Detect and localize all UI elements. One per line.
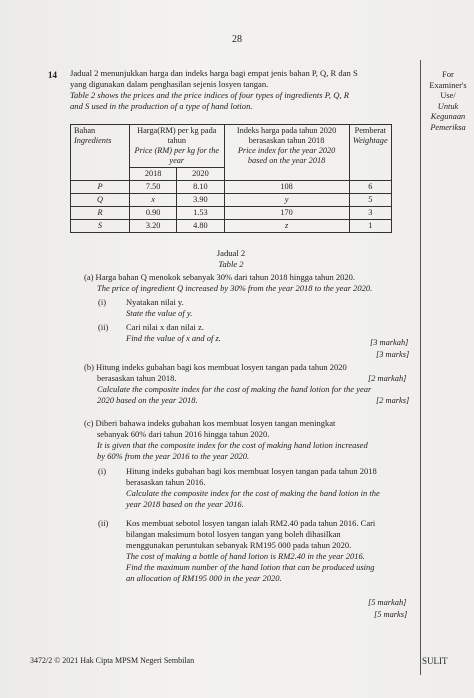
part-a-marks-ms: [3 markah]: [370, 338, 409, 347]
part-c-i-en-line: Calculate the composite index for the cost of making the hand lotion in the: [126, 488, 380, 498]
header-ms: Bahan: [74, 126, 96, 135]
table-row: [71, 220, 392, 233]
part-b-en-line: 2020 based on the year 2018.: [97, 395, 198, 405]
header-en: Price index for the year 2020 based on the year 2018: [237, 146, 336, 165]
examiner-use-note: [422, 70, 474, 133]
cell-price-2018: x: [130, 194, 177, 207]
cell-ingredient: S: [71, 220, 130, 233]
table-row: [71, 194, 392, 207]
part-a-ms: (a) Harga bahan Q menokok sebanyak 30% dari tahun 2018 hingga tahun 2020.: [84, 272, 356, 282]
part-a-en: The price of ingredient Q increased by 30% from the year 2018 to the year 2020.: [97, 283, 373, 293]
cell-ingredient: R: [71, 207, 130, 220]
part-c-en-line: It is given that the composite index for the cost of making hand lotion increased: [97, 440, 368, 450]
cell-price-2020: 3.90: [177, 194, 224, 207]
cell-ingredient: P: [71, 181, 130, 194]
table-row: [71, 207, 392, 220]
part-c-i-label: (i): [98, 466, 107, 476]
part-c-ii-en-line: an allocation of RM195 000 in the year 2020.: [126, 573, 282, 583]
header-en: Price (RM) per kg for the year: [134, 146, 220, 165]
header-price: [130, 125, 225, 168]
cell-price-2018: 0.90: [130, 207, 177, 220]
part-a-i: [126, 297, 192, 319]
header-en: Ingredients: [74, 136, 112, 145]
question-number: 14: [48, 70, 57, 80]
table-caption-ms: Jadual 2: [216, 248, 246, 258]
cell-index: 170: [224, 207, 349, 220]
margin-line: Kegunaan: [430, 112, 466, 121]
examiner-margin-rule: [420, 60, 421, 675]
intro-en-line: Table 2 shows the prices and the price indices of four types of ingredients P, Q, R: [70, 90, 349, 100]
cell-weightage: 1: [349, 220, 391, 233]
part-c-i-ms-line: Hitung indeks gubahan bagi kos membuat losyen tangan pada tahun 2018: [126, 466, 377, 476]
part-c-en-line: by 60% from the year 2016 to the year 2020.: [97, 451, 250, 461]
cell-price-2018: 7.50: [130, 181, 177, 194]
margin-line: Untuk: [437, 101, 459, 111]
footer-copyright: 3472/2 © 2021 Hak Cipta MPSM Negeri Sembilan: [30, 656, 195, 665]
part-b-ms-line: (b) Hitung indeks gubahan bagi kos membuat losyen tangan pada tahun 2020: [84, 362, 347, 372]
part-c-i-en-line: year 2018 based on the year 2016.: [126, 499, 244, 509]
table-header-row: [71, 125, 392, 168]
part-a-ii-label: (ii): [98, 322, 109, 332]
part-a: [84, 272, 414, 294]
part-c-i-ms-line: berasaskan tahun 2016.: [126, 477, 206, 487]
cell-weightage: 3: [349, 207, 391, 220]
question-intro: [70, 68, 415, 112]
part-c-ii-ms-line: Kos membuat sebotol losyen tangan ialah RM2.40 pada tahun 2016. Cari: [126, 518, 376, 528]
part-c-ii-ms-line: bilangan maksimum botol losyen tangan yang boleh dihasilkan: [126, 529, 341, 539]
part-c: [84, 418, 418, 462]
part-c-ii: [126, 518, 418, 584]
cell-weightage: 5: [349, 194, 391, 207]
header-ms: Pemberat: [354, 126, 386, 135]
part-a-ii: [126, 322, 221, 344]
part-c-ii-en-line: Find the maximum number of the hand lotion that can be produced using: [126, 562, 375, 572]
table-2: [70, 124, 392, 233]
header-ms: Indeks harga pada tahun 2020 berasaskan tahun 2018: [236, 126, 337, 145]
year-2018: 2018: [130, 168, 177, 181]
cell-price-2020: 4.80: [177, 220, 224, 233]
part-c-ii-en-line: The cost of making a bottle of hand lotion is RM2.40 in the year 2016.: [126, 551, 365, 561]
header-ingredients: [71, 125, 130, 181]
header-weightage: [349, 125, 391, 181]
part-a-ii-ms: Cari nilai x dan nilai z.: [126, 322, 204, 332]
cell-price-2018: 3.20: [130, 220, 177, 233]
intro-ms-line: yang digunakan dalam penghasilan sejenis losyen tangan.: [70, 79, 269, 89]
part-c-ii-ms-line: menggunakan peruntukan sebanyak RM195 000 pada tahun 2020.: [126, 540, 352, 550]
part-c-marks-en: [5 marks]: [374, 610, 408, 619]
margin-line: Examiner's: [429, 80, 467, 90]
part-a-i-en: State the value of y.: [126, 308, 193, 318]
header-en: Weightage: [352, 136, 388, 145]
part-a-i-ms: Nyatakan nilai y.: [126, 297, 184, 307]
cell-price-2020: 1.53: [177, 207, 224, 220]
cell-index: z: [224, 220, 349, 233]
cell-index: y: [224, 194, 349, 207]
page-number: 28: [232, 34, 242, 45]
part-a-i-label: (i): [98, 297, 107, 307]
table-caption-en: Table 2: [218, 259, 244, 269]
footer-status: SULIT: [422, 656, 448, 666]
margin-line: Use/: [440, 91, 456, 100]
part-b-en-line: Calculate the composite index for the cost of making the hand lotion for the year: [97, 384, 372, 394]
part-a-ii-en: Find the value of x and of z.: [126, 333, 221, 343]
header-index: [224, 125, 349, 181]
part-b-marks-ms: [2 markah]: [368, 374, 407, 383]
part-a-marks-en: [3 marks]: [376, 350, 410, 359]
table-row: [71, 181, 392, 194]
cell-weightage: 6: [349, 181, 391, 194]
header-ms: Harga(RM) per kg pada tahun: [137, 126, 217, 145]
margin-line: Pemeriksa: [430, 122, 466, 132]
part-b-marks-en: [2 marks]: [376, 396, 410, 405]
margin-line: For: [442, 70, 454, 79]
part-b: [84, 362, 414, 406]
cell-index: 108: [224, 181, 349, 194]
part-c-i: [126, 466, 418, 510]
part-c-ii-label: (ii): [98, 518, 109, 528]
part-b-ms-line: berasaskan tahun 2018.: [97, 373, 177, 383]
year-2020: 2020: [177, 168, 224, 181]
part-c-ms-line: sebanyak 60% dari tahun 2016 hingga tahun 2020.: [97, 429, 270, 439]
part-c-ms-line: (c) Diberi bahawa indeks gubahan kos membuat losyen tangan meningkat: [84, 418, 336, 428]
cell-ingredient: Q: [71, 194, 130, 207]
intro-en-line: and S used in the production of a type of hand lotion.: [70, 101, 253, 111]
intro-ms-line: Jadual 2 menunjukkan harga dan indeks harga bagi empat jenis bahan P, Q, R dan S: [70, 68, 358, 78]
part-c-marks-ms: [5 markah]: [368, 598, 407, 607]
cell-price-2020: 8.10: [177, 181, 224, 194]
